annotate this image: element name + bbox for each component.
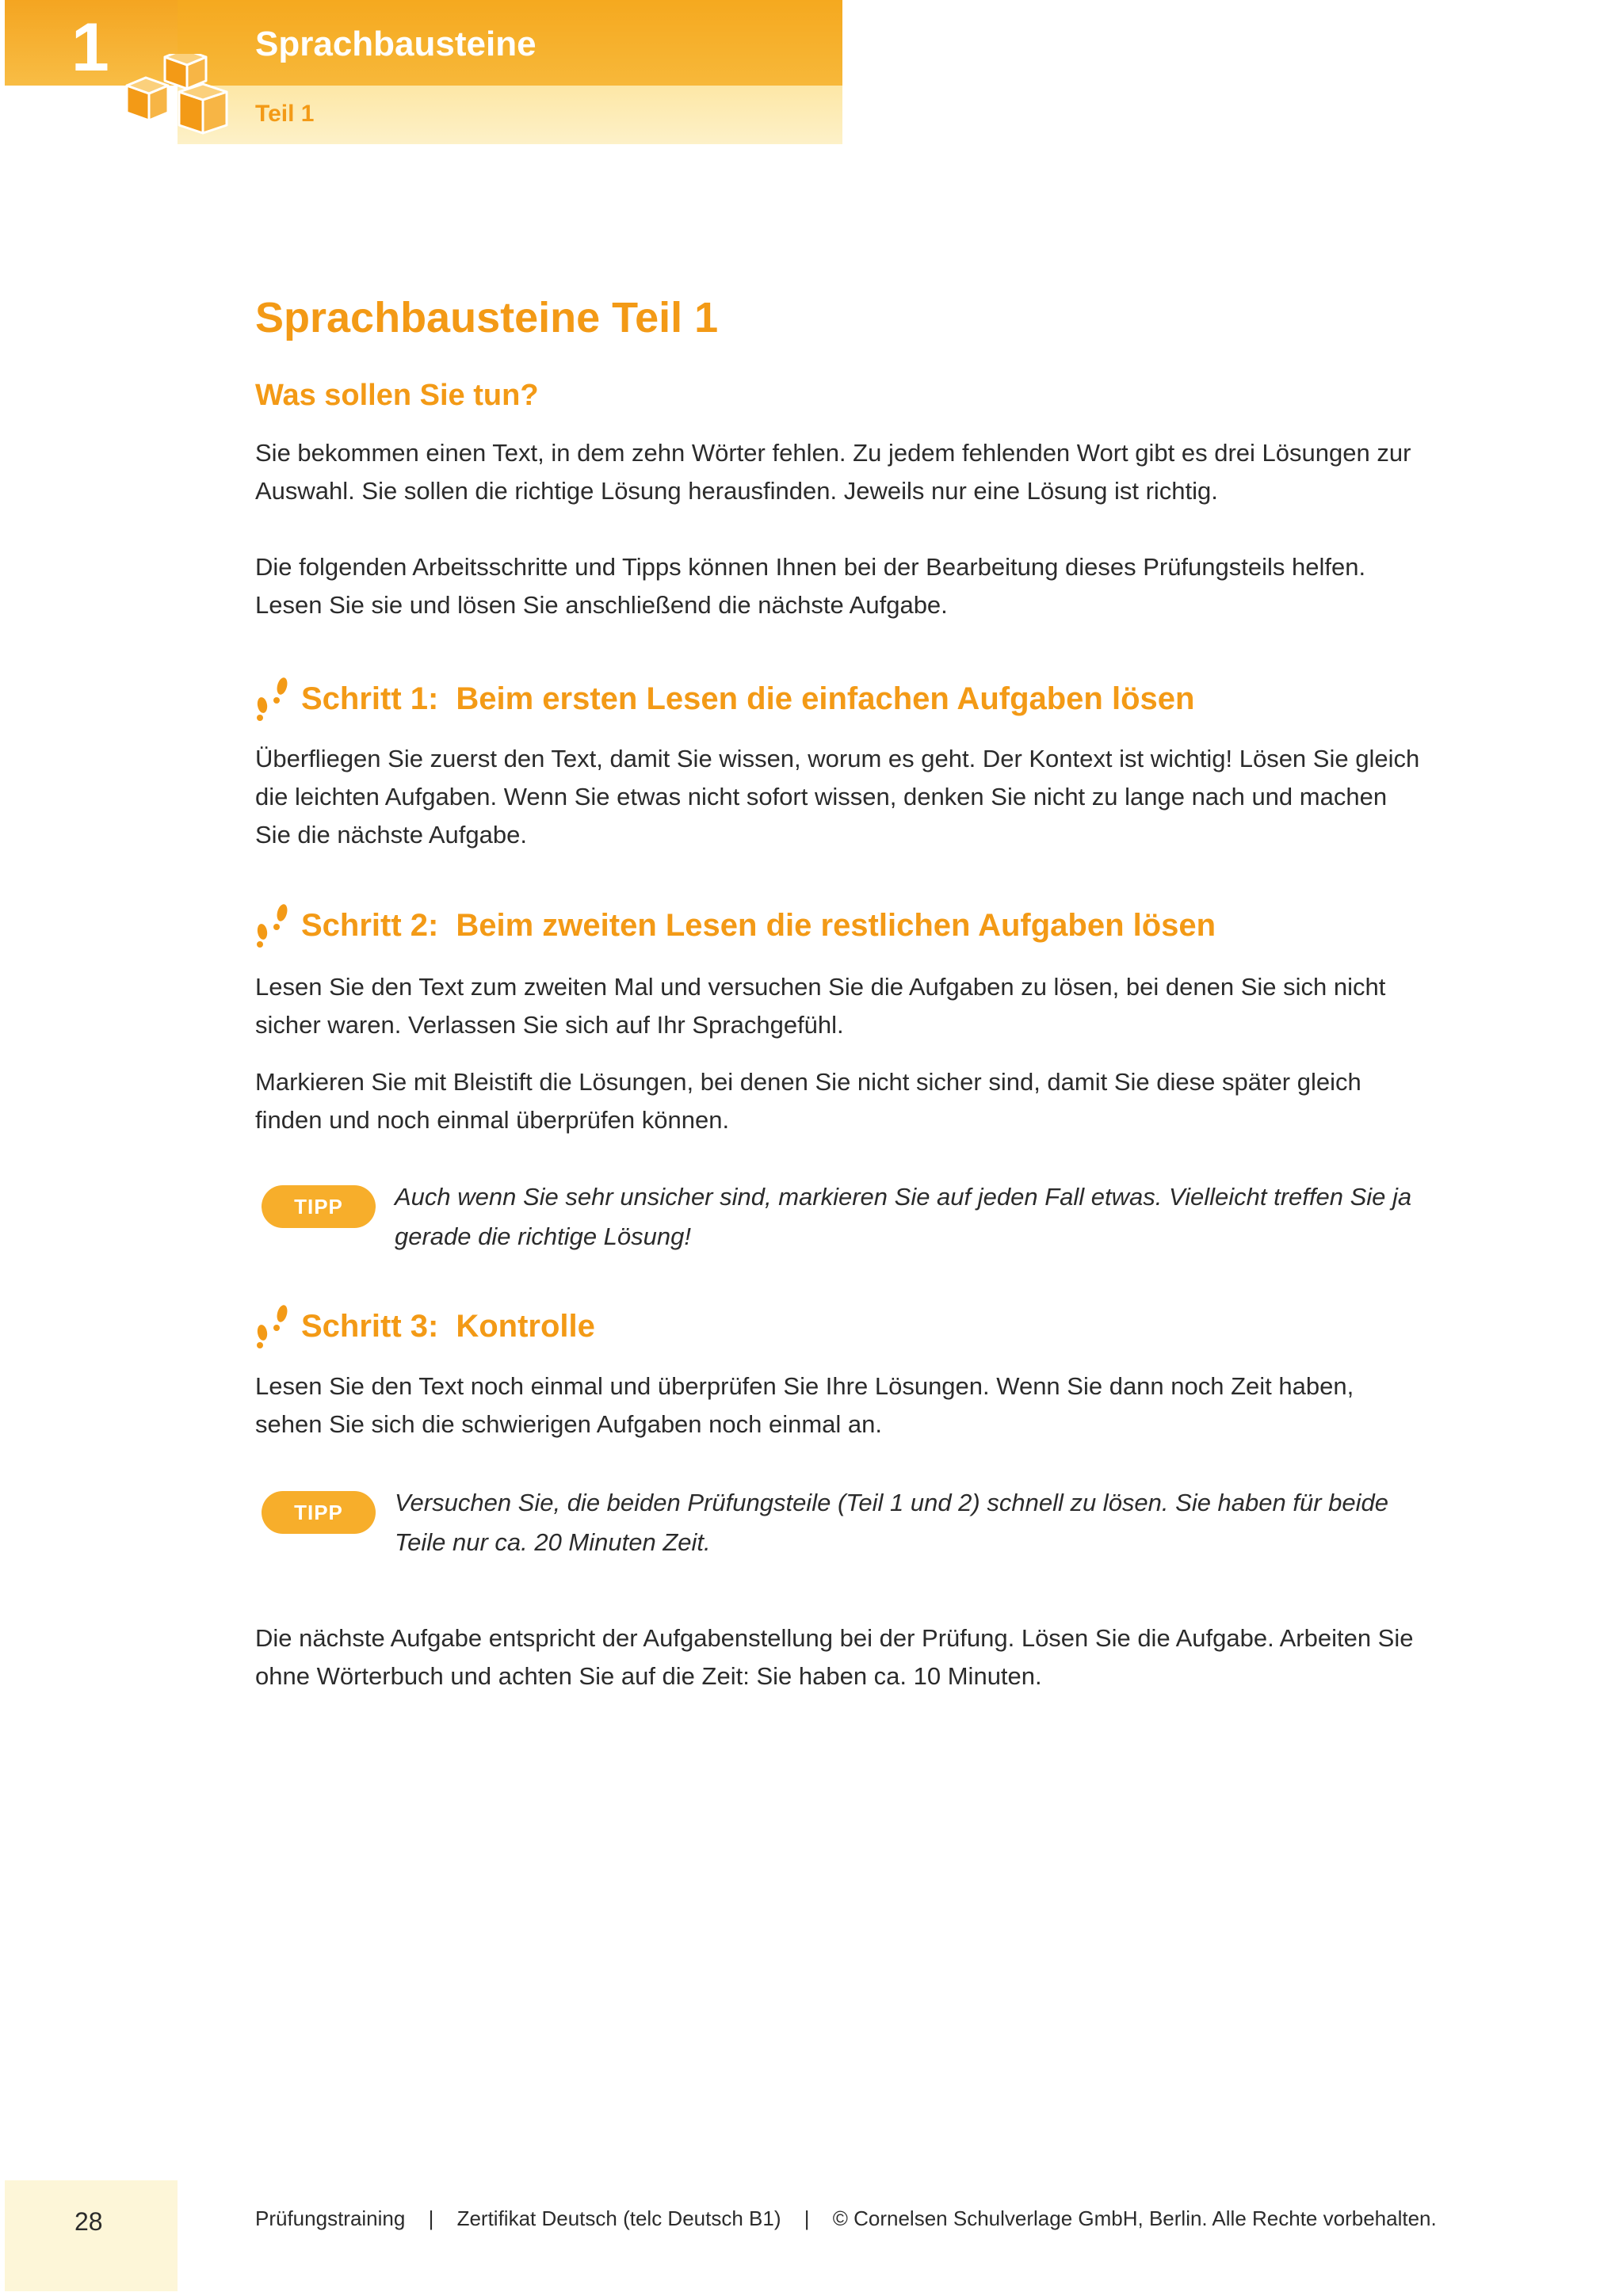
step-title: Beim ersten Lesen die einfachen Aufgaben lösen [456,681,1195,716]
header-subtitle: Teil 1 [255,101,315,127]
footprints-icon [250,1302,295,1350]
section-heading: Was sollen Sie tun? [255,379,539,412]
step-paragraph: Überfliegen Sie zuerst den Text, damit Sie wissen, worum es geht. Der Kontext ist wichtig! Lösen Sie gleich die leichten Aufgaben. Wenn Sie etwas nicht sofort wissen, denken Sie nicht zu lange nach und machen Sie die nächste Aufgabe. [255,745,1420,849]
closing-paragraph: Die nächste Aufgabe entspricht der Aufgabenstellung bei der Prüfung. Lösen Sie die Aufgabe. Arbeiten Sie ohne Wörterbuch und achten Sie auf die Zeit: Sie haben ca. 10 Minuten. [255,1624,1414,1690]
step-title: Kontrolle [456,1309,595,1344]
step-label: Schritt 1: [301,681,439,716]
intro-paragraph: Sie bekommen einen Text, in dem zehn Wörter fehlen. Zu jedem fehlenden Wort gibt es drei Lösungen zur Auswahl. Sie sollen die richtige Lösung herausfinden. Jeweils nur eine Lösung ist richtig. [255,439,1411,505]
step-paragraph: Lesen Sie den Text noch einmal und überprüfen Sie Ihre Lösungen. Wenn Sie dann noch Zeit haben, sehen Sie sich die schwierigen Aufgaben noch einmal an. [255,1372,1354,1438]
step-paragraph: Markieren Sie mit Bleistift die Lösungen, bei denen Sie nicht sicher sind, damit Sie diese später gleich finden und noch einmal überprüfen können. [255,1068,1361,1134]
page-number: 28 [74,2207,103,2236]
step-heading [250,1302,595,1350]
footer [255,2199,1437,2237]
tipp-badge: TIPP [262,1185,376,1228]
footer-copyright: © Cornelsen Schulverlage GmbH, Berlin. Alle Rechte vorbehalten. [832,2206,1437,2230]
step-title: Beim zweiten Lesen die restlichen Aufgaben lösen [456,908,1216,943]
intro-paragraph: Die folgenden Arbeitsschritte und Tipps können Ihnen bei der Bearbeitung dieses Prüfungsteils helfen. Lesen Sie sie und lösen Sie anschließend die nächste Aufgabe. [255,553,1366,619]
tipp-badge: TIPP [262,1491,376,1534]
chapter-number: 1 [71,10,109,86]
step-paragraph: Lesen Sie den Text zum zweiten Mal und versuchen Sie die Aufgaben zu lösen, bei denen Sie sich nicht sicher waren. Verlassen Sie sich auf Ihr Sprachgefühl. [255,973,1386,1039]
tipp-text: Versuchen Sie, die beiden Prüfungsteile (Teil 1 und 2) schnell zu lösen. Sie haben für beide Teile nur ca. 20 Minuten Zeit. [395,1489,1389,1556]
step-label: Schritt 3: [301,1309,439,1344]
step-label: Schritt 2: [301,908,439,943]
tipp-text: Auch wenn Sie sehr unsicher sind, markieren Sie auf jeden Fall etwas. Vielleicht treffen Sie ja gerade die richtige Lösung! [395,1183,1412,1250]
footer-book-title: Zertifikat Deutsch (telc Deutsch B1) [456,2206,781,2230]
footer-series: Prüfungstraining [255,2206,406,2230]
step-heading [250,902,1216,949]
page-title: Sprachbausteine Teil 1 [255,294,719,341]
stacked-cubes-icon [124,54,235,139]
footprints-icon [250,902,295,949]
footer-separator: | [428,2206,434,2230]
footer-separator: | [804,2206,810,2230]
step-heading [250,675,1194,723]
footprints-icon [250,675,295,723]
header-title: Sprachbausteine [255,25,537,63]
